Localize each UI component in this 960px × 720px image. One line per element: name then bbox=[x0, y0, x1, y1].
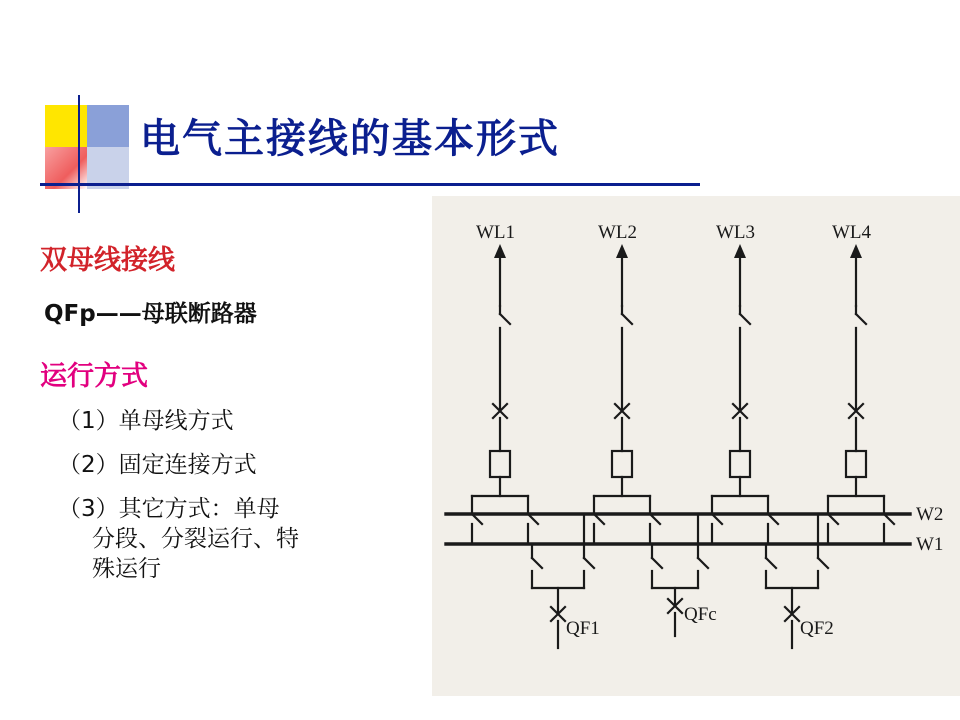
operation-mode-heading: 运行方式 bbox=[40, 361, 148, 392]
decor-horizontal-rule bbox=[40, 183, 700, 186]
breaker-label-qf2: QF2 bbox=[800, 618, 834, 639]
line-label-wl3: WL3 bbox=[716, 222, 756, 243]
double-busbar-diagram-panel bbox=[432, 196, 960, 696]
list-item-text: 其它方式：单母 bbox=[118, 495, 280, 522]
bus-label-w2: W2 bbox=[916, 504, 944, 525]
list-item-text-cont2: 殊运行 bbox=[92, 555, 161, 582]
list-item-text: 单母线方式 bbox=[118, 408, 234, 434]
section-heading: 双母线接线 bbox=[40, 245, 175, 276]
list-item bbox=[58, 407, 430, 437]
line-label-wl4: WL4 bbox=[832, 222, 872, 243]
bus-label-w1: W1 bbox=[916, 534, 944, 555]
decor-square-yellow bbox=[45, 105, 87, 147]
breaker-label-qf1: QF1 bbox=[566, 618, 600, 639]
line-label-wl1: WL1 bbox=[476, 222, 516, 243]
list-item-number: （1） bbox=[58, 408, 119, 434]
list-item-number: （2） bbox=[58, 451, 119, 478]
breaker-label-qfc: QFc bbox=[684, 604, 717, 625]
page-title: 电气主接线的基本形式 bbox=[140, 116, 560, 162]
line-label-wl2: WL2 bbox=[598, 222, 638, 243]
list-item-text-cont: 分段、分裂运行、特 bbox=[92, 525, 299, 552]
list-item bbox=[58, 451, 430, 481]
list-item-number: （3） bbox=[58, 495, 119, 522]
double-busbar-diagram bbox=[432, 196, 960, 696]
content-text-column bbox=[40, 238, 430, 598]
decor-vertical-rule bbox=[78, 95, 80, 213]
qfp-definition: QFp——母联断路器 bbox=[44, 301, 257, 327]
list-item bbox=[58, 495, 430, 585]
decor-square-blue bbox=[87, 105, 129, 147]
list-item-text: 固定连接方式 bbox=[118, 451, 257, 478]
